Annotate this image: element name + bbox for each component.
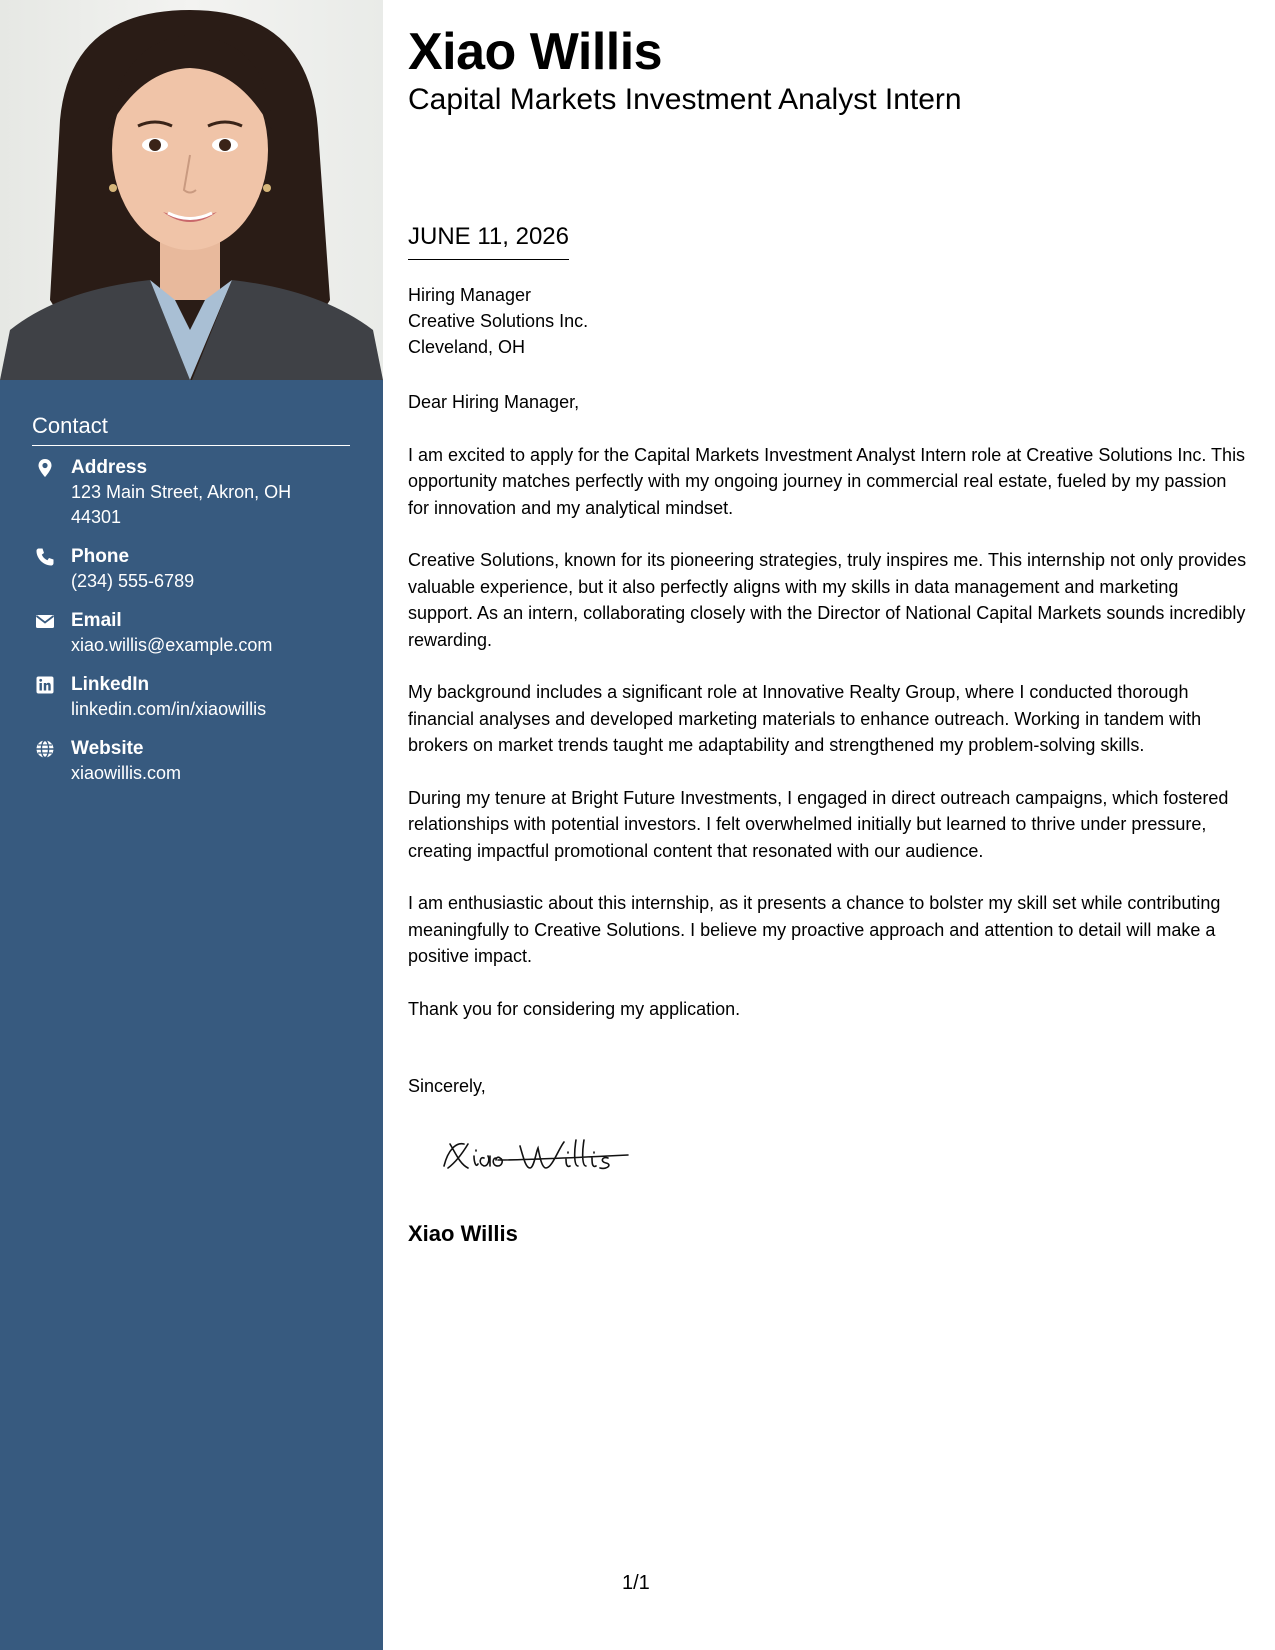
envelope-icon: [35, 611, 55, 631]
contact-list: [32, 456, 362, 801]
letter-paragraph: Creative Solutions, known for its pioneering strategies, truly inspires me. This internship not only provides valuable experience, but it also perfectly aligns with my skills in data management and marketing support. As an intern, collaborating closely with the Director of National Capital Markets sounds incredibly rewarding.: [408, 550, 1247, 650]
signature: [438, 1130, 638, 1180]
letter-paragraph: I am excited to apply for the Capital Markets Investment Analyst Intern role at Creative Solutions Inc. This opportunity matches perfectly with my ongoing journey in commercial real estate, fueled by my passion for innovation and my analytical mindset.: [408, 444, 1246, 518]
contact-value: (234) 555-6789: [71, 571, 195, 591]
contact-value: 123 Main Street, Akron, OH 44301: [71, 482, 292, 527]
contact-label: LinkedIn: [71, 674, 150, 695]
contact-item-phone: [32, 545, 362, 594]
sidebar: [0, 0, 383, 1650]
phone-icon: [35, 547, 55, 567]
contact-item-address: [32, 456, 362, 530]
letter-paragraph: I am enthusiastic about this internship, as it presents a chance to bolster my skill set while contributing meaningfully to Creative Solutions. I believe my proactive approach and attention to detail will make a positive impact.: [408, 893, 1221, 966]
contact-label: Email: [71, 610, 122, 631]
applicant-name: Xiao Willis: [408, 23, 663, 81]
contact-label: Phone: [71, 546, 130, 567]
linkedin-icon: [35, 675, 55, 695]
contact-heading: Contact: [32, 413, 350, 446]
profile-photo-illustration: [0, 0, 383, 380]
letter-paragraph: Thank you for considering my application.: [408, 998, 741, 1019]
recipient-line: Hiring Manager: [408, 285, 532, 305]
signature-image: [438, 1130, 638, 1180]
page-number: 1/1: [622, 1572, 650, 1594]
letter-date: JUNE 11, 2026: [408, 223, 569, 260]
profile-photo: [0, 0, 383, 380]
letter-paragraph: During my tenure at Bright Future Investments, I engaged in direct outreach campaigns, which fostered relationships with potential investors. I felt overwhelmed initially but learned to thrive under pressure, creating impactful promotional content that resonated with our audience.: [408, 787, 1229, 861]
recipient-block: [408, 282, 588, 360]
globe-icon: [35, 739, 55, 759]
contact-label: Website: [71, 738, 144, 759]
letter-body: [408, 389, 1248, 1048]
map-pin-icon: [35, 458, 55, 478]
letter-paragraph: My background includes a significant role at Innovative Realty Group, where I conducted thorough financial analyses and developed marketing materials to enhance outreach. Working in tandem with brokers on market trends taught me adaptability and strengthened my problem-solving skills.: [408, 682, 1202, 755]
contact-item-website: [32, 737, 362, 786]
applicant-job-title: Capital Markets Investment Analyst Intern: [408, 83, 962, 116]
contact-value[interactable]: xiaowillis.com: [71, 763, 182, 783]
contact-item-email: [32, 609, 362, 658]
contact-item-linkedin: [32, 673, 362, 722]
contact-value[interactable]: xiao.willis@example.com: [71, 635, 273, 655]
recipient-line: Creative Solutions Inc.: [408, 311, 589, 331]
contact-label: Address: [71, 457, 148, 478]
signed-name: Xiao Willis: [408, 1221, 518, 1246]
closing: Sincerely,: [408, 1076, 486, 1096]
recipient-line: Cleveland, OH: [408, 337, 526, 357]
salutation: Dear Hiring Manager,: [408, 392, 580, 412]
contact-value[interactable]: linkedin.com/in/xiaowillis: [71, 699, 267, 719]
